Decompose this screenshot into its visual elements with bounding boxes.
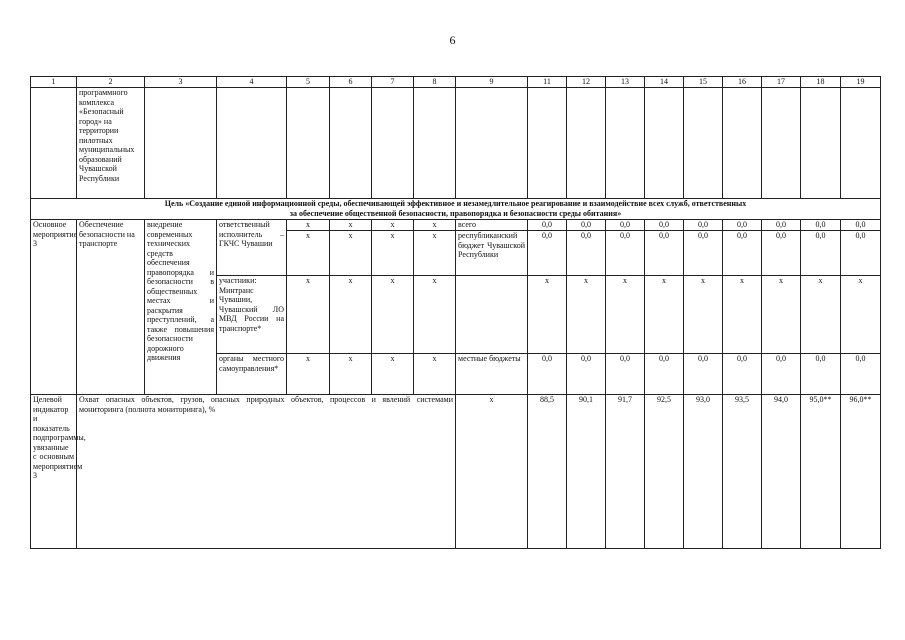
event-name-cell: Обеспечение безопасности на транспорте <box>77 220 145 395</box>
value-cell: 0,0 <box>567 220 606 231</box>
x-cell: x <box>567 276 606 354</box>
value-cell: 0,0 <box>606 354 645 395</box>
indicator-value: 92,5 <box>645 395 684 549</box>
value-cell: 0,0 <box>528 220 567 231</box>
header-cell: 12 <box>567 77 606 88</box>
x-cell: x <box>330 354 372 395</box>
value-cell: 0,0 <box>723 220 762 231</box>
header-cell: 1 <box>31 77 77 88</box>
x-cell: x <box>606 276 645 354</box>
funding-source-cell: местные бюджеты <box>456 354 528 395</box>
header-cell: 11 <box>528 77 567 88</box>
x-cell: x <box>414 220 456 231</box>
x-cell: x <box>372 220 414 231</box>
header-cell: 7 <box>372 77 414 88</box>
indicator-value: 91,7 <box>606 395 645 549</box>
x-cell: x <box>372 231 414 276</box>
indicator-value: 88,5 <box>528 395 567 549</box>
x-cell: x <box>723 276 762 354</box>
value-cell: 0,0 <box>606 220 645 231</box>
program-table <box>30 76 881 549</box>
value-cell: 0,0 <box>762 231 801 276</box>
value-cell: 0,0 <box>723 231 762 276</box>
value-cell: 0,0 <box>567 231 606 276</box>
value-cell: 0,0 <box>645 220 684 231</box>
indicator-value: 95,0** <box>801 395 841 549</box>
event-description-cell: внедрение современных технических средств обеспечения правопорядка и безопасности в общественных местах и раскрытия преступлений, а также повышения безопасности дорожного движения <box>145 220 217 395</box>
header-cell: 5 <box>287 77 330 88</box>
x-cell: x <box>645 276 684 354</box>
value-cell: 0,0 <box>567 354 606 395</box>
indicator-value: 90,1 <box>567 395 606 549</box>
indicator-value: 93,5 <box>723 395 762 549</box>
value-cell: 0,0 <box>723 354 762 395</box>
x-cell: x <box>372 276 414 354</box>
value-cell: 0,0 <box>762 354 801 395</box>
header-row <box>31 77 881 88</box>
indicator-value: 96,0** <box>841 395 881 549</box>
x-cell: x <box>414 231 456 276</box>
value-cell: 0,0 <box>606 231 645 276</box>
event-row-total <box>31 220 881 231</box>
program-name-cell: программного комплекса «Безопасный город» на территории пилотных муниципальных образований Чувашской Республики <box>77 88 145 199</box>
value-cell: 0,0 <box>645 354 684 395</box>
header-cell: 4 <box>217 77 287 88</box>
value-cell: 0,0 <box>801 220 841 231</box>
funding-source-cell: республиканский бюджет Чувашской Республики <box>456 231 528 276</box>
indicator-value: 93,0 <box>684 395 723 549</box>
goal-line-1: Цель «Создание единой информационной среды, обеспечивающей эффективное и незамедлительное реагирование и взаимодействие всех служб, ответственных <box>164 199 747 208</box>
value-cell: 0,0 <box>841 231 881 276</box>
indicator-row <box>31 395 881 549</box>
x-cell: x <box>762 276 801 354</box>
event-type-cell: Основное мероприятие 3 <box>31 220 77 395</box>
x-cell: x <box>287 220 330 231</box>
funding-source-cell: всего <box>456 220 528 231</box>
value-cell: 0,0 <box>801 231 841 276</box>
responsible-cell: ответственный исполнитель – ГКЧС Чувашии <box>217 220 287 276</box>
x-cell: x <box>330 220 372 231</box>
page-number: 6 <box>449 33 456 47</box>
x-cell: x <box>684 276 723 354</box>
x-cell: x <box>287 276 330 354</box>
indicator-value: 94,0 <box>762 395 801 549</box>
goal-heading <box>31 199 881 220</box>
value-cell: 0,0 <box>528 354 567 395</box>
goal-row <box>31 199 881 220</box>
header-cell: 19 <box>841 77 881 88</box>
header-cell: 6 <box>330 77 372 88</box>
header-cell: 9 <box>456 77 528 88</box>
header-cell: 2 <box>77 77 145 88</box>
header-cell: 17 <box>762 77 801 88</box>
x-cell: x <box>414 276 456 354</box>
value-cell: 0,0 <box>684 220 723 231</box>
goal-line-2: за обеспечение общественной безопасности, правопорядка и безопасности среды обитания» <box>289 209 622 218</box>
header-cell: 13 <box>606 77 645 88</box>
header-cell: 14 <box>645 77 684 88</box>
participants-cell: участники: Минтранс Чувашии, Чувашский ЛО МВД России на транспорте* <box>217 276 287 354</box>
x-cell: x <box>801 276 841 354</box>
value-cell: 0,0 <box>684 231 723 276</box>
continuation-row <box>31 88 881 199</box>
local-authorities-cell: органы местного самоуправления* <box>217 354 287 395</box>
x-cell: x <box>287 354 330 395</box>
value-cell: 0,0 <box>528 231 567 276</box>
x-cell: x <box>841 276 881 354</box>
header-cell: 18 <box>801 77 841 88</box>
value-cell: 0,0 <box>841 354 881 395</box>
header-cell: 8 <box>414 77 456 88</box>
indicator-label-cell: Целевой индикатор и показатель подпрограммы, увязанные с основным мероприятием 3 <box>31 395 77 549</box>
x-cell: x <box>414 354 456 395</box>
x-cell: x <box>528 276 567 354</box>
x-cell: x <box>330 276 372 354</box>
indicator-text-cell: Охват опасных объектов, грузов, опасных природных объектов, процессов и явлений системами мониторинга (полнота мониторинга), % <box>77 395 456 549</box>
value-cell: 0,0 <box>801 354 841 395</box>
header-cell: 16 <box>723 77 762 88</box>
value-cell: 0,0 <box>841 220 881 231</box>
x-cell: x <box>287 231 330 276</box>
header-cell: 15 <box>684 77 723 88</box>
x-cell: x <box>372 354 414 395</box>
value-cell: 0,0 <box>684 354 723 395</box>
x-cell: x <box>330 231 372 276</box>
value-cell: 0,0 <box>645 231 684 276</box>
value-cell: 0,0 <box>762 220 801 231</box>
x-cell: x <box>456 395 528 549</box>
header-cell: 3 <box>145 77 217 88</box>
